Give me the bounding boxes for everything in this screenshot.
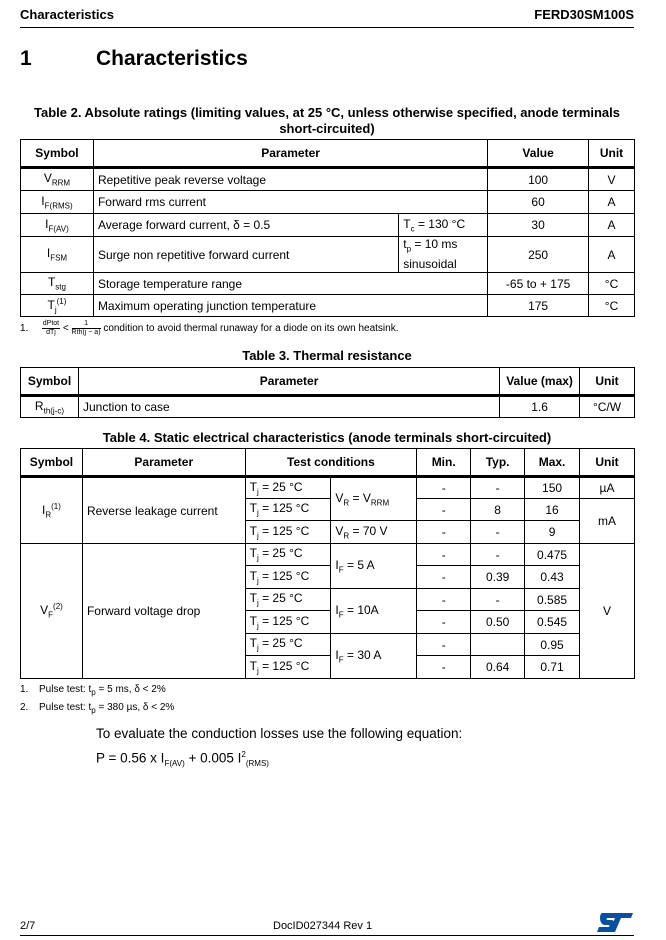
- fraction: $\frac{1}{\text{Rth(j − a)}}$: [71, 320, 101, 336]
- value: 250: [488, 237, 589, 273]
- parameter: Repetitive peak reverse voltage: [93, 168, 487, 191]
- parameter: Junction to case: [78, 396, 499, 418]
- table4-header-conditions: Test conditions: [245, 449, 417, 477]
- table-row: $T_j^{(1)}$ Maximum operating junction temperature 175 °C: [21, 295, 635, 317]
- table-row: $T_{stg}$ Storage temperature range -65 to + 175 °C: [21, 273, 635, 295]
- unit: A: [589, 191, 635, 214]
- page-number: 2/7: [20, 920, 36, 932]
- table-row: $T_j = 125$ °C - 0.39 0.43: [21, 566, 635, 589]
- unit: A: [589, 214, 635, 237]
- symbol: V: [43, 171, 52, 186]
- unit: °C: [589, 273, 635, 295]
- value: -65 to + 175: [488, 273, 589, 295]
- symbol: I: [41, 193, 45, 208]
- equation-intro: To evaluate the conduction losses use the following equation:: [96, 726, 463, 741]
- condition: $t_p = 10$ ms sinusoidal: [399, 237, 488, 273]
- parameter: Maximum operating junction temperature: [93, 295, 487, 317]
- table3-caption: Table 3. Thermal resistance: [242, 348, 412, 363]
- table2-header-value: Value: [488, 140, 589, 168]
- table2-header-unit: Unit: [589, 140, 635, 168]
- table2-footnote: 1. $\frac{\text{dPtot}}{\text{dTj}}$ < $\frac{1}{\text{Rth(j − a)}}$ condition to avoid thermal runaway for a diode on its own heatsink.: [20, 320, 399, 336]
- symbol: R: [34, 398, 44, 413]
- table2-absolute-ratings: [20, 139, 635, 317]
- symbol: I: [42, 502, 46, 517]
- header-rule: [20, 27, 634, 28]
- value: 1.6: [500, 396, 580, 418]
- table3-header-unit: Unit: [580, 368, 635, 396]
- symbol: I: [46, 246, 51, 261]
- table4-footnote-2: 2. Pulse test: $t_p = 380$ µs, δ < 2%: [20, 702, 175, 715]
- footer-rule: [20, 935, 634, 936]
- st-logo-icon: [596, 911, 634, 933]
- table-row: $T_j = 25$ °C $I_F = 10A$ - - 0.585: [21, 589, 635, 611]
- parameter: Surge non repetitive forward current: [93, 237, 398, 273]
- symbol: I: [45, 216, 49, 231]
- equation: P = 0.56 x $I_{F(AV)} + 0.005$ $I^2_{(RMS)}$: [96, 750, 269, 769]
- section-number: 1: [20, 47, 32, 70]
- symbol: T: [47, 275, 56, 290]
- table4-static-characteristics: [20, 448, 635, 679]
- parameter: Forward rms current: [93, 191, 487, 214]
- table-row: $I_R^{(1)}$ Reverse leakage current $T_j = 25$ °C $V_R = V_{RRM}$ - - 150 µA: [21, 477, 635, 499]
- symbol: V: [40, 603, 49, 618]
- table2-header-symbol: Symbol: [21, 140, 94, 168]
- parameter: Reverse leakage current: [82, 477, 245, 544]
- value: 60: [488, 191, 589, 214]
- fraction: $\frac{\text{dPtot}}{\text{dTj}}$: [42, 320, 60, 336]
- table4-header-parameter: Parameter: [82, 449, 245, 477]
- table4-header-max: Max.: [525, 449, 580, 477]
- table4-footnote-1: 1. Pulse test: $t_p = 5$ ms, δ < 2%: [20, 684, 166, 697]
- table4-header-typ: Typ.: [471, 449, 525, 477]
- table-row: $T_j = 125$ °C $V_R = 70$ V - - 9: [21, 521, 635, 544]
- value: 175: [488, 295, 589, 317]
- table4-header-symbol: Symbol: [21, 449, 83, 477]
- table3-header-parameter: Parameter: [78, 368, 499, 396]
- table-row: $I_{F(AV)}$ Average forward current, δ = 0.5 $T_c = 130$ °C 30 A: [21, 214, 635, 237]
- table-row: $I_{F(RMS)}$ Forward rms current 60 A: [21, 191, 635, 214]
- parameter: Average forward current, δ = 0.5: [93, 214, 398, 237]
- symbol: T: [47, 297, 55, 312]
- header-section-name: Characteristics: [20, 7, 114, 22]
- table-row: $T_j = 25$ °C $I_F = 30$ A - 0.95: [21, 634, 635, 656]
- table4-header-min: Min.: [417, 449, 471, 477]
- unit: A: [589, 237, 635, 273]
- unit: °C: [589, 295, 635, 317]
- table2-header-parameter: Parameter: [93, 140, 487, 168]
- table-row: $T_j = 125$ °C - 0.50 0.545: [21, 611, 635, 634]
- table2-caption: Table 2. Absolute ratings (limiting values, at 25 °C, unless otherwise specified, anode terminals short-circuited): [33, 105, 621, 136]
- table-row: $R_{th(j-c)}$ Junction to case 1.6 °C/W: [21, 396, 635, 418]
- table4-header-unit: Unit: [580, 449, 635, 477]
- table3-header-symbol: Symbol: [21, 368, 79, 396]
- table-row: $V_F^{(2)}$ Forward voltage drop $T_j = 25$ °C $I_F = 5$ A - - 0.475 V: [21, 544, 635, 566]
- doc-id: DocID027344 Rev 1: [273, 920, 373, 932]
- header-part-number: FERD30SM100S: [534, 7, 634, 22]
- table3-thermal-resistance: [20, 367, 635, 418]
- parameter: Forward voltage drop: [82, 544, 245, 679]
- unit: °C/W: [580, 396, 635, 418]
- table-row: $V_{RRM}$ Repetitive peak reverse voltage 100 V: [21, 168, 635, 191]
- value: 100: [488, 168, 589, 191]
- table-row: $T_j = 125$ °C - 8 16 mA: [21, 499, 635, 521]
- unit: V: [589, 168, 635, 191]
- table4-caption: Table 4. Static electrical characteristics (anode terminals short-circuited): [102, 430, 552, 445]
- condition: $T_c = 130$ °C: [399, 214, 488, 237]
- table3-header-value: Value (max): [500, 368, 580, 396]
- parameter: Storage temperature range: [93, 273, 487, 295]
- value: 30: [488, 214, 589, 237]
- table-row: $T_j = 125$ °C - 0.64 0.71: [21, 656, 635, 679]
- table-row: $I_{FSM}$ Surge non repetitive forward current $t_p = 10$ ms sinusoidal 250 A: [21, 237, 635, 273]
- section-title: Characteristics: [96, 47, 248, 70]
